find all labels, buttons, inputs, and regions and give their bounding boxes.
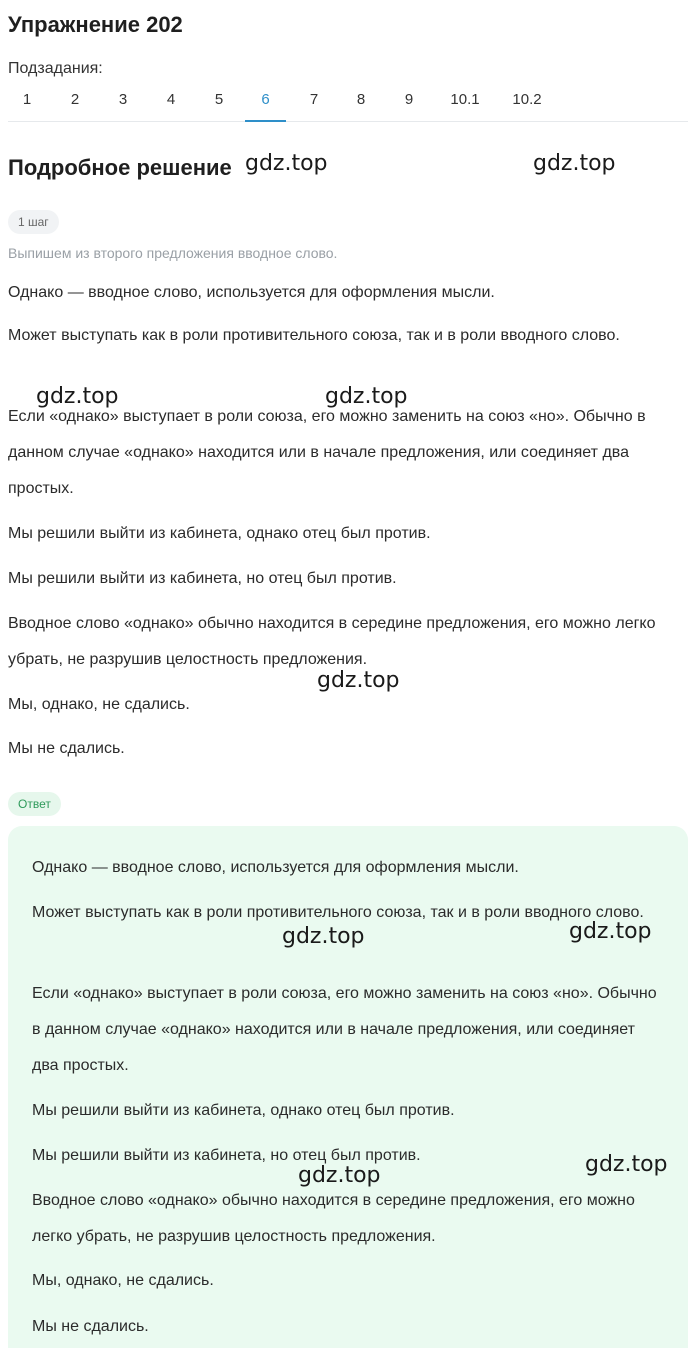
tab-10-2[interactable]: 10.2 [512,91,542,108]
answer-paragraph-5: Мы решили выйти из кабинета, но отец был против. [32,1147,421,1164]
tab-8[interactable]: 8 [356,91,366,108]
solution-paragraph-1: Однако — вводное слово, используется для оформления мысли. [8,284,495,301]
answer-paragraph-1: Однако — вводное слово, используется для оформления мысли. [32,859,519,876]
tab-3[interactable]: 3 [118,91,128,108]
answer-paragraph-3: Если «однако» выступает в роли союза, его можно заменить на союз «но». Обычно в данном случае «однако» находится или в начале предложения, или соединяет два простых. [32,985,657,1074]
solution-paragraph-7: Мы, однако, не сдались. [8,696,190,713]
answer-paragraph-4: Мы решили выйти из кабинета, однако отец был против. [32,1102,455,1119]
watermark: gdz.top [298,1163,381,1188]
watermark: gdz.top [282,924,365,949]
answer-paragraph-7: Мы, однако, не сдались. [32,1272,214,1289]
tab-5[interactable]: 5 [214,91,224,108]
solution-paragraph-6: Вводное слово «однако» обычно находится в середине предложения, его можно легко убрать, не разрушив целостность предложения. [8,615,656,668]
solution-paragraph-4: Мы решили выйти из кабинета, однако отец был против. [8,525,431,542]
watermark: gdz.top [533,151,616,176]
tab-7[interactable]: 7 [309,91,319,108]
solution-paragraph-2: Может выступать как в роли противительного союза, так и в роли вводного слово. [8,327,620,344]
tab-9[interactable]: 9 [404,91,414,108]
solution-title: Подробное решение [8,155,232,180]
step-hint: Выпишем из второго предложения вводное слово. [8,245,338,261]
answer-paragraph-2: Может выступать как в роли противительного союза, так и в роли вводного слово. [32,904,644,921]
solution-paragraph-8: Мы не сдались. [8,740,125,757]
tab-10-1[interactable]: 10.1 [450,91,480,108]
answer-badge: Ответ [8,792,61,816]
page-title: Упражнение 202 [8,12,183,37]
tab-4[interactable]: 4 [166,91,176,108]
watermark: gdz.top [585,1152,668,1177]
tab-2[interactable]: 2 [70,91,80,108]
watermark: gdz.top [325,384,408,409]
watermark: gdz.top [245,151,328,176]
answer-paragraph-6: Вводное слово «однако» обычно находится в середине предложения, его можно легко убрать, не разрушив целостность предложения. [32,1192,635,1245]
solution-paragraph-5: Мы решили выйти из кабинета, но отец был против. [8,570,397,587]
watermark: gdz.top [36,384,119,409]
tab-1[interactable]: 1 [22,91,32,108]
step-badge: 1 шаг [8,210,59,234]
watermark: gdz.top [569,919,652,944]
subtask-tabs [8,84,688,122]
subtasks-label: Подзадания: [8,60,103,77]
answer-paragraph-8: Мы не сдались. [32,1318,149,1335]
tab-6[interactable]: 6 [245,84,286,121]
watermark: gdz.top [317,668,400,693]
solution-paragraph-3: Если «однако» выступает в роли союза, его можно заменить на союз «но». Обычно в данном случае «однако» находится или в начале предложения, или соединяет два простых. [8,408,646,497]
